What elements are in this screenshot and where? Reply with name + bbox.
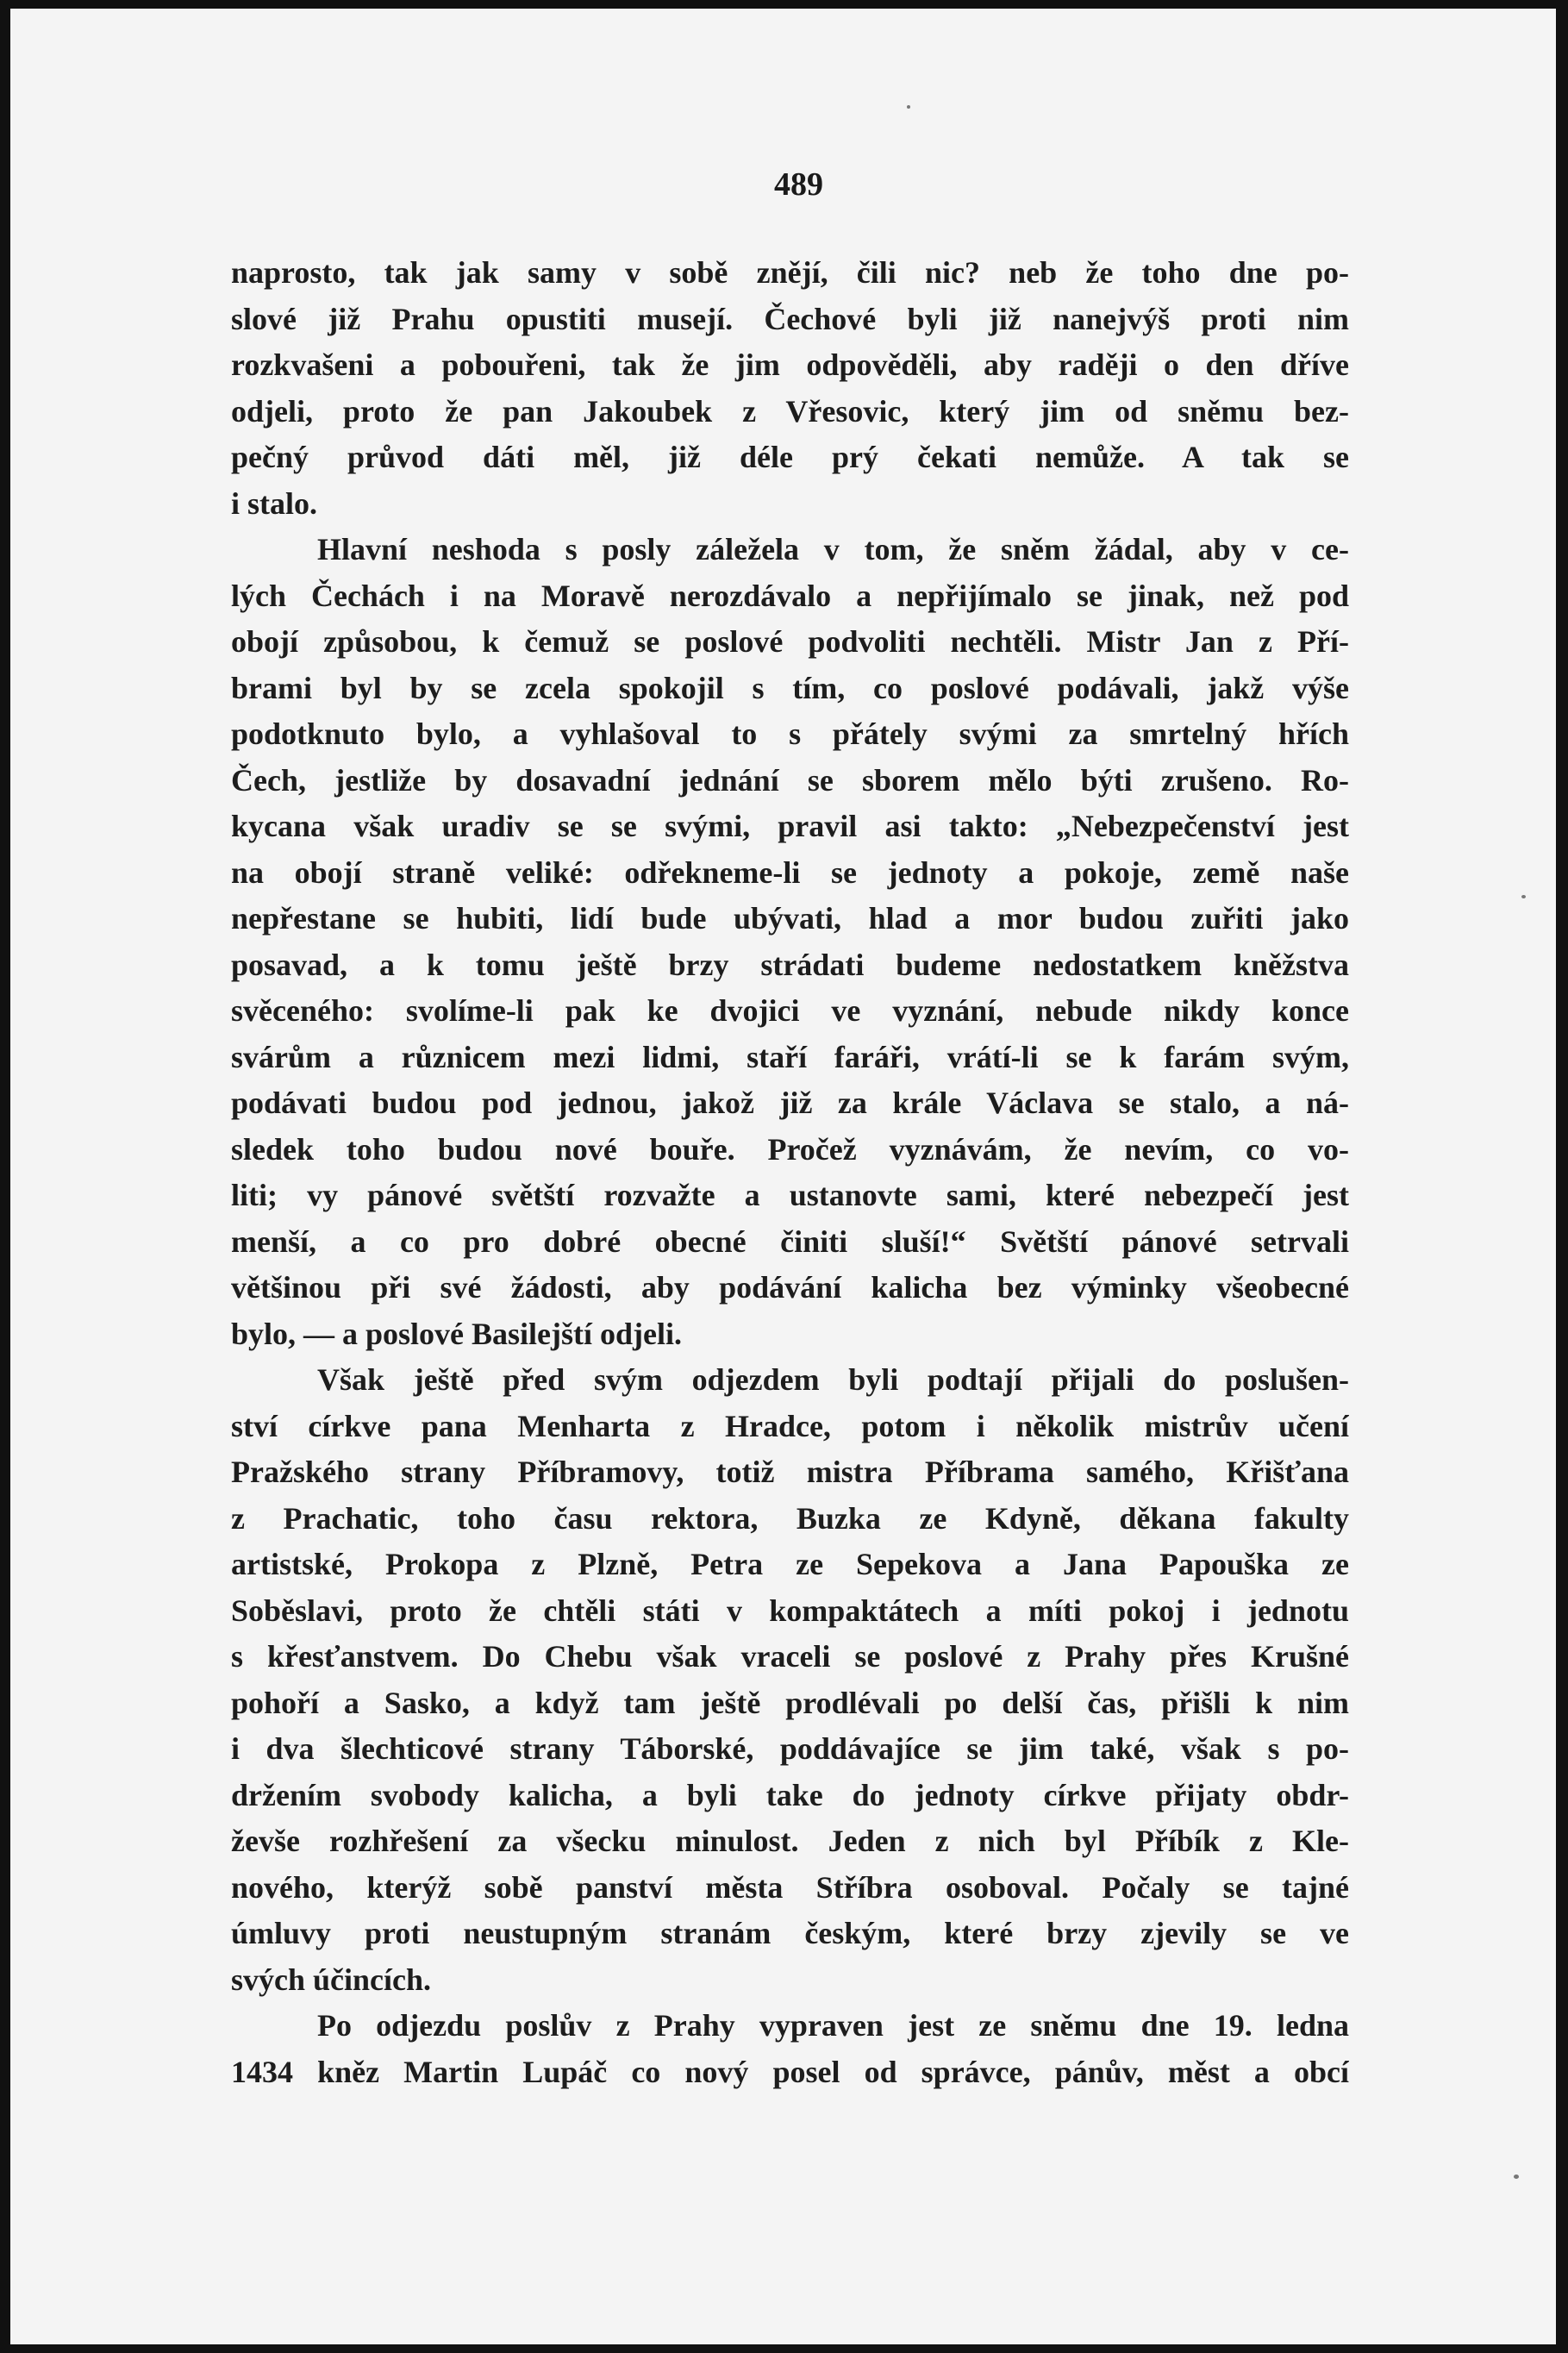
text-line: pečný průvod dáti měl, již déle prý čekati nemůže. A tak se	[231, 440, 1349, 474]
text-line: úmluvy proti neustupným stranám českým, které brzy zjevily se ve	[231, 1916, 1349, 1950]
text-line: nového, kterýž sobě panství města Stříbra osoboval. Počaly se tajné	[231, 1869, 1349, 1905]
body-text	[231, 250, 1349, 2095]
text-line: svých účincích.	[231, 1962, 432, 1997]
text-line: liti; vy pánové světští rozvažte a ustanovte sami, které nebezpečí jest	[231, 1178, 1349, 1212]
scan-speck	[1514, 2175, 1519, 2179]
text-line: podotknuto bylo, a vyhlašoval to s přátely svými za smrtelný hřích	[231, 717, 1349, 751]
text-line: obojí způsobou, k čemuž se poslové podvoliti nechtěli. Mistr Jan z Pří-	[231, 624, 1349, 659]
text-line: pohoří a Sasko, a když tam ještě prodlévali po delší čas, přišli k nim	[231, 1685, 1349, 1720]
text-line: naprosto, tak jak samy v sobě znějí, čili nic? neb že toho dne po-	[231, 255, 1349, 290]
text-line: odjeli, proto že pan Jakoubek z Vřesovic, který jim od sněmu bez-	[231, 393, 1349, 429]
text-line: lých Čechách i na Moravě nerozdávalo a nepřijímalo se jinak, než pod	[231, 578, 1349, 613]
text-line: artistské, Prokopa z Plzně, Petra ze Sepekova a Jana Papouška ze	[231, 1547, 1349, 1581]
text-line: většinou při své žádosti, aby podávání kalicha bez výminky všeobecné	[231, 1270, 1349, 1305]
text-line: kycana však uradiv se se svými, pravil asi takto: „Nebezpečenství jest	[231, 809, 1349, 843]
text-line: posavad, a k tomu ještě brzy strádati budeme nedostatkem kněžstva	[231, 947, 1349, 982]
text-line: brami byl by se zcela spokojil s tím, co poslové podávali, jakž výše	[231, 670, 1349, 705]
text-line: Soběslavi, proto že chtěli státi v kompaktátech a míti pokoj i jednotu	[231, 1593, 1349, 1628]
text-line: menší, a co pro dobré obecné činiti sluší!“ Světští pánové setrvali	[231, 1223, 1349, 1259]
text-line: 1434 kněz Martin Lupáč co nový posel od správce, pánův, měst a obcí	[231, 2054, 1349, 2089]
text-line: držením svobody kalicha, a byli take do jednoty církve přijaty obdr-	[231, 1777, 1349, 1812]
text-line: sledek toho budou nové bouře. Pročež vyznávám, že nevím, co vo-	[231, 1131, 1349, 1167]
page-number: 489	[774, 166, 823, 203]
scan-speck	[1521, 895, 1526, 898]
text-line: rozkvašeni a pobouřeni, tak že jim odpověděli, aby raději o den dříve	[231, 347, 1349, 382]
text-line: slové již Prahu opustiti musejí. Čechové byli již nanejvýš proti nim	[231, 301, 1349, 336]
text-line: s křesťanstvem. Do Chebu však vraceli se poslové z Prahy přes Krušné	[231, 1639, 1349, 1674]
text-line: ževše rozhřešení za všecku minulost. Jeden z nich byl Příbík z Kle-	[231, 1824, 1349, 1858]
text-line: svárům a různicem mezi lidmi, staří faráři, vrátí-li se k farám svým,	[231, 1039, 1349, 1074]
text-line: podávati budou pod jednou, jakož již za krále Václava se stalo, a ná-	[231, 1086, 1349, 1120]
text-line: bylo, — a poslové Basilejští odjeli.	[231, 1316, 683, 1351]
book-page	[10, 9, 1556, 2344]
text-line: Po odjezdu poslův z Prahy vypraven jest ze sněmu dne 19. ledna	[317, 2008, 1349, 2043]
text-line: nepřestane se hubiti, lidí bude ubývati, hlad a mor budou zuřiti jako	[231, 901, 1349, 936]
text-line: ství církve pana Menharta z Hradce, potom i několik mistrův učení	[231, 1408, 1349, 1443]
text-line: i dva šlechticové strany Táborské, poddávajíce se jim také, však s po-	[231, 1731, 1349, 1766]
scan-speck	[907, 105, 910, 109]
text-line: Hlavní neshoda s posly záležela v tom, že sněm žádal, aby v ce-	[317, 532, 1349, 566]
text-line: z Prachatic, toho času rektora, Buzka ze Kdyně, děkana fakulty	[231, 1500, 1349, 1536]
text-line: na obojí straně veliké: odřekneme-li se jednoty a pokoje, země naše	[231, 854, 1349, 890]
text-line: Však ještě před svým odjezdem byli podtají přijali do poslušen-	[317, 1362, 1349, 1397]
text-line: svěceného: svolíme-li pak ke dvojici ve vyznání, nebude nikdy konce	[231, 993, 1349, 1028]
text-line: Pražského strany Příbramovy, totiž mistra Příbrama samého, Křišťana	[231, 1455, 1349, 1489]
text-line: Čech, jestliže by dosavadní jednání se sborem mělo býti zrušeno. Ro-	[231, 762, 1349, 798]
text-line: i stalo.	[231, 485, 318, 521]
